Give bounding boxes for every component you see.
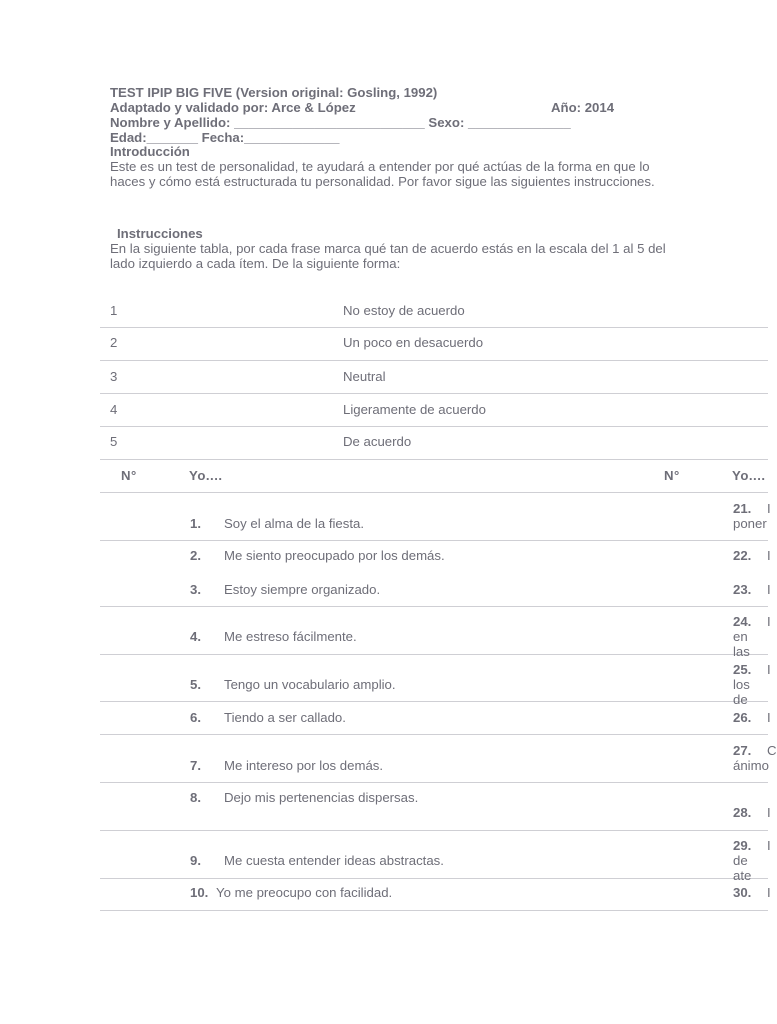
adapted-by: Adaptado y validado por: Arce & López — [110, 100, 356, 115]
item-number: 30. — [733, 885, 752, 900]
divider — [100, 910, 768, 911]
item-number: 28. — [733, 805, 752, 820]
item-number: 3. — [190, 582, 201, 597]
item-number: 26. — [733, 710, 752, 725]
item-text: Me estreso fácilmente. — [224, 629, 357, 644]
item-number: 25. — [733, 662, 752, 677]
item-text-continued: los de — [733, 677, 750, 707]
scale-label: De acuerdo — [343, 434, 412, 449]
divider — [100, 360, 768, 361]
item-text-continued: en las — [733, 629, 750, 659]
item-text-clipped: C — [767, 743, 777, 758]
item-text: Me cuesta entender ideas abstractas. — [224, 853, 444, 868]
divider — [100, 830, 768, 831]
scale-label: Neutral — [343, 369, 386, 384]
item-text-clipped: I — [767, 614, 771, 629]
table-header-statement: Yo.... — [189, 468, 223, 483]
scale-label: No estoy de acuerdo — [343, 303, 465, 318]
scale-number: 3 — [110, 369, 118, 384]
item-number: 6. — [190, 710, 201, 725]
intro-text: Este es un test de personalidad, te ayudará a entender por qué actúas de la forma en que lo haces y cómo está estructurada tu personalidad. Por favor sigue las siguientes instrucciones. — [110, 159, 655, 189]
divider — [100, 782, 768, 783]
item-number: 29. — [733, 838, 752, 853]
divider — [100, 701, 768, 702]
scale-number: 4 — [110, 402, 118, 417]
item-text: Me siento preocupado por los demás. — [224, 548, 445, 563]
item-number: 8. — [190, 790, 201, 805]
table-header-statement-right: Yo.... — [732, 468, 766, 483]
table-header-number-right: N° — [664, 468, 680, 483]
divider — [100, 327, 768, 328]
item-text: Tengo un vocabulario amplio. — [224, 677, 396, 692]
item-number: 24. — [733, 614, 752, 629]
item-text-clipped: I — [767, 582, 771, 597]
scale-label: Ligeramente de acuerdo — [343, 402, 486, 417]
divider — [100, 606, 768, 607]
divider — [100, 734, 768, 735]
item-number: 23. — [733, 582, 752, 597]
instructions-text: En la siguiente tabla, por cada frase marca qué tan de acuerdo estás en la escala del 1 al 5 del lado izquierdo a cada ítem. De la siguiente forma: — [110, 241, 666, 271]
item-text: Dejo mis pertenencias dispersas. — [224, 790, 419, 805]
item-number: 2. — [190, 548, 201, 563]
item-number: 5. — [190, 677, 201, 692]
item-number: 4. — [190, 629, 201, 644]
instructions-heading: Instrucciones — [117, 226, 203, 241]
item-number: 21. — [733, 501, 752, 516]
scale-label: Un poco en desacuerdo — [343, 335, 484, 350]
name-sex-field: Nombre y Apellido: __________________________ Sexo: ______________ — [110, 115, 571, 130]
item-text-clipped: I — [767, 710, 771, 725]
divider — [100, 393, 768, 394]
item-text-continued: poner — [733, 516, 767, 531]
divider — [100, 426, 768, 427]
table-header-number: N° — [121, 468, 137, 483]
divider — [100, 459, 768, 460]
item-text: Me intereso por los demás. — [224, 758, 384, 773]
item-text: Soy el alma de la fiesta. — [224, 516, 365, 531]
item-text-clipped: I — [767, 885, 771, 900]
item-text: Tiendo a ser callado. — [224, 710, 346, 725]
item-number: 9. — [190, 853, 201, 868]
divider — [100, 540, 768, 541]
divider — [100, 492, 768, 493]
divider — [100, 654, 768, 655]
item-text-clipped: I — [767, 805, 771, 820]
item-text: Yo me preocupo con facilidad. — [216, 885, 393, 900]
item-number: 27. — [733, 743, 752, 758]
scale-number: 1 — [110, 303, 118, 318]
item-number: 7. — [190, 758, 201, 773]
item-text-clipped: I — [767, 662, 771, 677]
divider — [100, 878, 768, 879]
item-text-clipped: I — [767, 501, 771, 516]
document-title: TEST IPIP BIG FIVE (Version original: Gosling, 1992) — [110, 85, 438, 100]
item-text: Estoy siempre organizado. — [224, 582, 381, 597]
year: Año: 2014 — [551, 100, 615, 115]
scale-number: 5 — [110, 434, 118, 449]
item-number: 22. — [733, 548, 752, 563]
item-text-continued: de ate — [733, 853, 752, 883]
item-text-clipped: I — [767, 838, 771, 853]
intro-heading: Introducción — [110, 144, 190, 159]
item-text-continued: ánimo — [733, 758, 769, 773]
age-date-field: Edad:_______ Fecha:_____________ — [110, 130, 340, 145]
item-number: 10. — [190, 885, 209, 900]
scale-number: 2 — [110, 335, 118, 350]
item-number: 1. — [190, 516, 201, 531]
item-text-clipped: I — [767, 548, 771, 563]
